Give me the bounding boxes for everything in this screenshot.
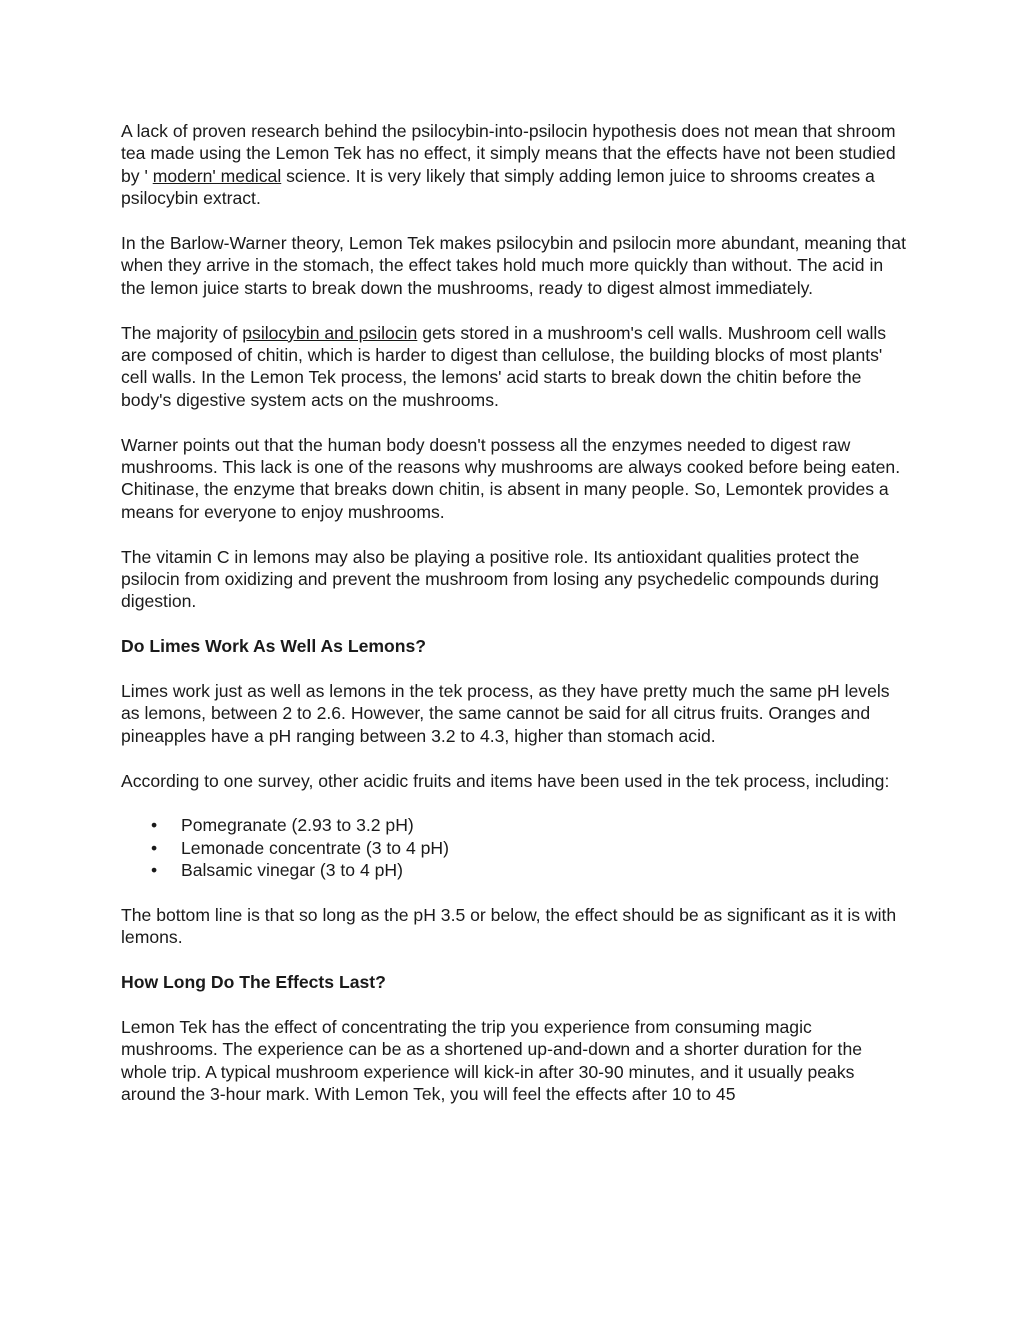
- paragraph-limes: Limes work just as well as lemons in the tek process, as they have pretty much the same pH levels as lemons, between 2 to 2.6. However, the same cannot be said for all citrus fruits. Oranges and pineapples have a pH ranging between 3.2 to 4.3, higher than stomach acid.: [121, 681, 890, 746]
- heading-limes: Do Limes Work As Well As Lemons?: [121, 636, 427, 657]
- paragraph-effects: Lemon Tek has the effect of concentrating the trip you experience from consuming magic mushrooms. The experience can be as a shortened up-and-down and a shorter duration for the whole trip. A typical mushroom experience will kick-in after 30-90 minutes, and it usually peaks around the 3-hour mark. With Lemon Tek, you will feel the effects after 10 to 45: [121, 1017, 863, 1105]
- list-item-text: Pomegranate (2.93 to 3.2 pH): [181, 815, 414, 836]
- paragraph-text: The majority of: [121, 322, 243, 343]
- paragraph-text: gets stored in a mushroom's cell walls. Mushroom cell walls are composed of chitin, which is harder to digest than cellulose, the building blocks of most plants' cell walls. In the Lemon Tek process, the lemons' acid starts to break down the chitin before the body's digestive system acts on the mushrooms.: [121, 322, 887, 410]
- paragraph-bottom-line: The bottom line is that so long as the pH 3.5 or below, the effect should be as significant as it is with lemons.: [121, 905, 897, 948]
- paragraph-vitamin-c: The vitamin C in lemons may also be playing a positive role. Its antioxidant qualities protect the psilocin from oxidizing and prevent the mushroom from losing any psychedelic compounds during digestion.: [121, 546, 879, 612]
- list-item: [121, 814, 911, 836]
- modern-medical-link[interactable]: modern' medical: [152, 165, 282, 186]
- list-item: [121, 859, 911, 881]
- bullet-icon: •: [151, 860, 158, 881]
- acidic-items-list: [121, 814, 911, 881]
- paragraph-research: [121, 120, 911, 210]
- heading-effects-duration: How Long Do The Effects Last?: [121, 972, 386, 993]
- document-page: [121, 120, 911, 1128]
- paragraph-text: A lack of proven research behind the psilocybin-into-psilocin hypothesis does not mean that shroom tea made using the Lemon Tek has no effect, it simply means that the effects have not been studied by ': [121, 121, 896, 186]
- bullet-icon: •: [151, 815, 158, 836]
- list-item: [121, 837, 911, 859]
- paragraph-survey: According to one survey, other acidic fruits and items have been used in the tek process, including:: [121, 770, 890, 791]
- psilocybin-psilocin-link[interactable]: psilocybin and psilocin: [242, 322, 418, 343]
- paragraph-cell-walls: [121, 322, 911, 412]
- list-item-text: Balsamic vinegar (3 to 4 pH): [181, 860, 403, 881]
- list-item-text: Lemonade concentrate (3 to 4 pH): [181, 837, 449, 858]
- paragraph-barlow-warner: In the Barlow-Warner theory, Lemon Tek makes psilocybin and psilocin more abundant, meaning that when they arrive in the stomach, the effect takes hold much more quickly than without. The acid in the lemon juice starts to break down the mushrooms, ready to digest almost immediately.: [121, 233, 906, 298]
- paragraph-enzymes: Warner points out that the human body doesn't possess all the enzymes needed to digest raw mushrooms. This lack is one of the reasons why mushrooms are always cooked before being eaten. Chitinase, the enzyme that breaks down chitin, is absent in many people. So, Lemontek provides a means for everyone to enjoy mushrooms.: [121, 434, 901, 522]
- paragraph-text: science. It is very likely that simply adding lemon juice to shrooms creates a psilocybin extract.: [121, 165, 875, 209]
- bullet-icon: •: [151, 837, 158, 858]
